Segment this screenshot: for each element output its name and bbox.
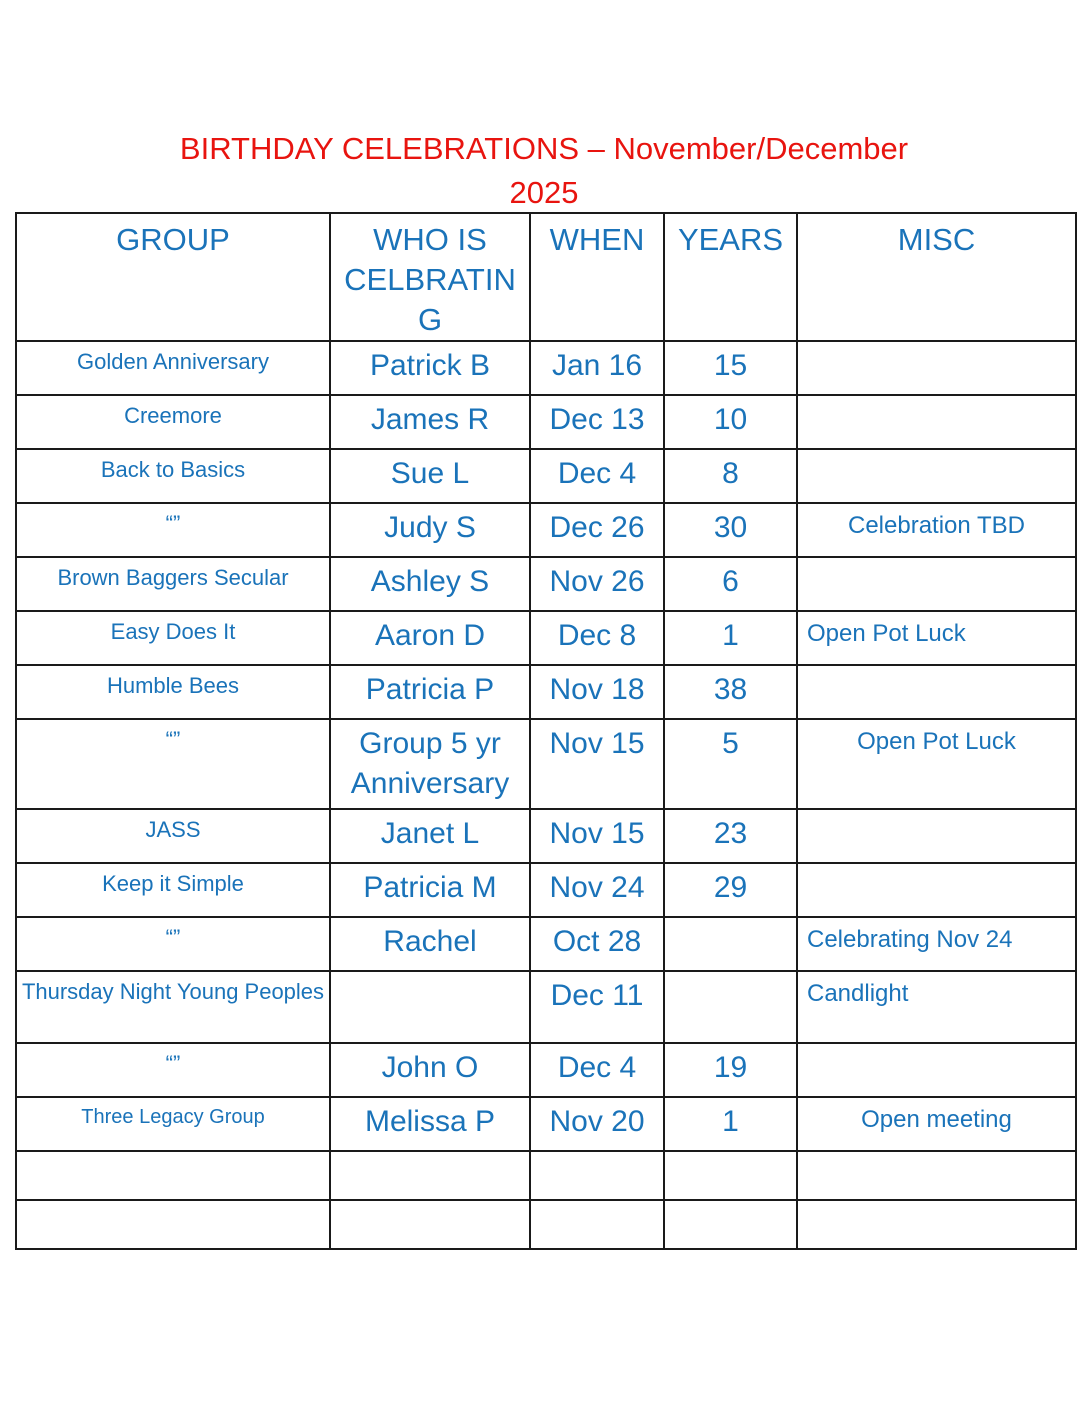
cell-who: Aaron D [330, 611, 530, 665]
table-row [16, 395, 1076, 449]
cell-who: Judy S [330, 503, 530, 557]
table-row [16, 557, 1076, 611]
cell-years: 10 [664, 395, 797, 449]
table-row [16, 665, 1076, 719]
cell-misc [797, 1200, 1076, 1249]
cell-years: 30 [664, 503, 797, 557]
cell-who: Patrick B [330, 341, 530, 395]
cell-who [330, 1200, 530, 1249]
cell-group: “” [16, 917, 330, 971]
cell-group: Humble Bees [16, 665, 330, 719]
cell-years [664, 1151, 797, 1200]
table-row [16, 863, 1076, 917]
cell-years [664, 971, 797, 1043]
cell-misc [797, 557, 1076, 611]
table-row [16, 611, 1076, 665]
cell-when: Nov 24 [530, 863, 664, 917]
cell-misc [797, 395, 1076, 449]
page-title [0, 127, 1088, 215]
cell-years: 5 [664, 719, 797, 809]
cell-when: Nov 15 [530, 809, 664, 863]
cell-group: Three Legacy Group [16, 1097, 330, 1151]
cell-years: 6 [664, 557, 797, 611]
cell-who [330, 971, 530, 1043]
cell-when: Dec 11 [530, 971, 664, 1043]
cell-who: Sue L [330, 449, 530, 503]
table-row [16, 971, 1076, 1043]
cell-misc [797, 1151, 1076, 1200]
cell-years: 8 [664, 449, 797, 503]
cell-who: Group 5 yr Anniversary [330, 719, 530, 809]
cell-years: 1 [664, 1097, 797, 1151]
table-row [16, 809, 1076, 863]
celebrations-table [15, 212, 1077, 1250]
cell-group [16, 1200, 330, 1249]
header-misc: MISC [797, 213, 1076, 341]
cell-who: Patricia M [330, 863, 530, 917]
cell-who: Ashley S [330, 557, 530, 611]
header-when: WHEN [530, 213, 664, 341]
cell-misc: Open Pot Luck [797, 611, 1076, 665]
cell-misc [797, 449, 1076, 503]
cell-misc [797, 863, 1076, 917]
cell-misc: Open meeting [797, 1097, 1076, 1151]
cell-group: Thursday Night Young Peoples [16, 971, 330, 1043]
table-row [16, 449, 1076, 503]
cell-years [664, 917, 797, 971]
title-line-1: BIRTHDAY CELEBRATIONS – November/December [179, 131, 909, 166]
cell-group: “” [16, 1043, 330, 1097]
cell-group: Creemore [16, 395, 330, 449]
cell-years: 38 [664, 665, 797, 719]
cell-who: Patricia P [330, 665, 530, 719]
cell-who: Rachel [330, 917, 530, 971]
cell-misc: Open Pot Luck [797, 719, 1076, 809]
header-years: YEARS [664, 213, 797, 341]
table-row-empty [16, 1200, 1076, 1249]
header-row [16, 213, 1076, 341]
cell-who [330, 1151, 530, 1200]
cell-years: 15 [664, 341, 797, 395]
cell-misc: Celebrating Nov 24 [797, 917, 1076, 971]
table-row-empty [16, 1151, 1076, 1200]
cell-when: Nov 20 [530, 1097, 664, 1151]
cell-when: Dec 13 [530, 395, 664, 449]
table-row [16, 1097, 1076, 1151]
cell-group: Golden Anniversary [16, 341, 330, 395]
table-row [16, 719, 1076, 809]
cell-group: JASS [16, 809, 330, 863]
cell-when [530, 1200, 664, 1249]
cell-when: Dec 4 [530, 449, 664, 503]
cell-years: 29 [664, 863, 797, 917]
cell-misc [797, 665, 1076, 719]
header-group: GROUP [16, 213, 330, 341]
cell-group [16, 1151, 330, 1200]
cell-group: Back to Basics [16, 449, 330, 503]
cell-years [664, 1200, 797, 1249]
header-who: WHO IS CELBRATIN G [330, 213, 530, 341]
cell-when: Nov 18 [530, 665, 664, 719]
cell-who: Melissa P [330, 1097, 530, 1151]
cell-years: 19 [664, 1043, 797, 1097]
table-row [16, 503, 1076, 557]
cell-when: Dec 26 [530, 503, 664, 557]
cell-when: Dec 4 [530, 1043, 664, 1097]
cell-group: Keep it Simple [16, 863, 330, 917]
table-row [16, 341, 1076, 395]
cell-when: Nov 26 [530, 557, 664, 611]
table-row [16, 1043, 1076, 1097]
cell-group: Brown Baggers Secular [16, 557, 330, 611]
cell-misc [797, 341, 1076, 395]
table-row [16, 917, 1076, 971]
cell-who: John O [330, 1043, 530, 1097]
cell-when: Jan 16 [530, 341, 664, 395]
title-line-2: 2025 [509, 175, 579, 210]
cell-years: 23 [664, 809, 797, 863]
cell-group: Easy Does It [16, 611, 330, 665]
cell-misc [797, 809, 1076, 863]
cell-misc: Candlight [797, 971, 1076, 1043]
cell-years: 1 [664, 611, 797, 665]
cell-misc: Celebration TBD [797, 503, 1076, 557]
cell-when: Nov 15 [530, 719, 664, 809]
cell-misc [797, 1043, 1076, 1097]
cell-when: Dec 8 [530, 611, 664, 665]
cell-who: James R [330, 395, 530, 449]
cell-when [530, 1151, 664, 1200]
cell-group: “” [16, 719, 330, 809]
cell-who: Janet L [330, 809, 530, 863]
cell-when: Oct 28 [530, 917, 664, 971]
cell-group: “” [16, 503, 330, 557]
